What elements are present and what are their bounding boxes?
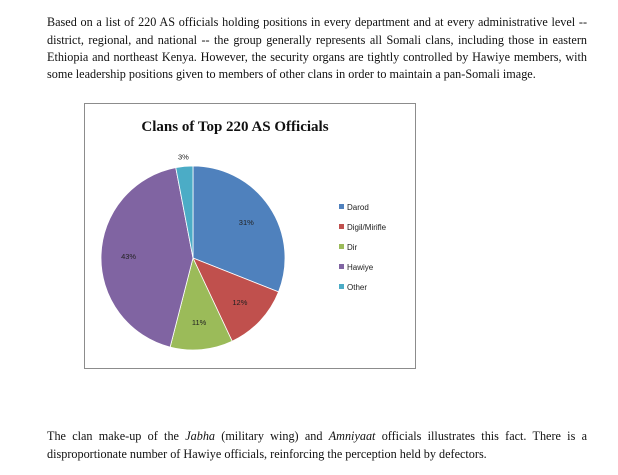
amniyaat-term: Amniyaat [328,429,376,444]
data-label-digil-mirifle: 12% [232,298,248,308]
data-label-hawiye: 43% [121,252,137,261]
pie-chart-svg [85,104,415,368]
legend-label-other: Other [347,283,368,292]
intro-paragraph: Based on a list of 220 AS officials holding positions in every department and at every administrative level -- district, regional, and national -- the group generally represents all Somali clans, including those in eastern Ethiopia and northeast Kenya. However, the security organs are tightly controlled by Hawiye members, with some leadership positions given to members of other clans in order to maintain a pan-Somali image. [47,15,587,82]
data-label-dir: 11% [191,318,207,328]
legend-swatch-darod [339,204,344,209]
legend-label-hawiye: Hawiye [347,263,374,272]
legend-label-digil-mirifle: Digil/Mirifle [347,223,387,232]
closing-paragraph: The clan make-up of the Jabha (military wing) and Amniyaat officials illustrates this fact. There is a disproportionate number of Hawiye officials, reinforcing the perception held by defectors. [47,429,587,461]
legend-label-darod: Darod [347,203,369,212]
pie-chart [84,103,416,369]
data-label-other: 3% [177,152,189,162]
legend-label-dir: Dir [347,243,358,252]
legend-swatch-other [339,284,344,289]
legend-swatch-dir [339,244,344,249]
jabha-term: Jabha [185,429,216,444]
chart-title: Clans of Top 220 AS Officials [141,119,329,135]
data-label-darod: 31% [238,217,254,227]
legend-swatch-hawiye [339,264,344,269]
legend-swatch-digil-mirifle [339,224,344,229]
